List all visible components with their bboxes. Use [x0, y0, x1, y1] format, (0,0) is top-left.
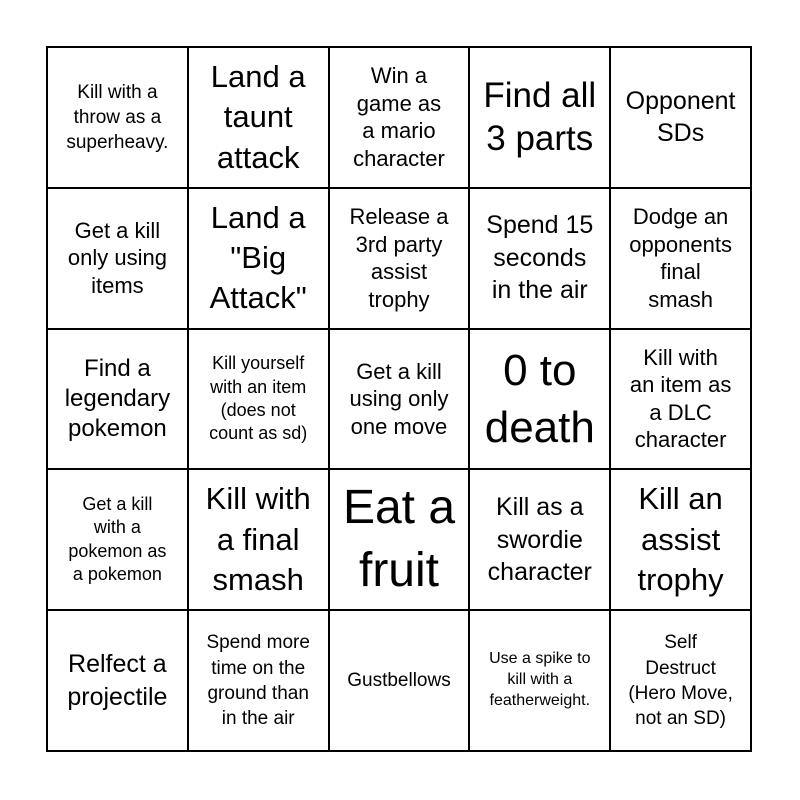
bingo-cell[interactable]: Opponent SDs [610, 47, 751, 188]
bingo-cell[interactable]: Kill yourself with an item (does not count as sd) [188, 329, 329, 470]
bingo-cell[interactable]: Kill with a throw as a superheavy. [47, 47, 188, 188]
bingo-cell[interactable]: Self Destruct (Hero Move, not an SD) [610, 610, 751, 751]
bingo-cell[interactable]: Kill with an item as a DLC character [610, 329, 751, 470]
bingo-cell[interactable]: Find a legendary pokemon [47, 329, 188, 470]
bingo-cell[interactable]: Land a "Big Attack" [188, 188, 329, 329]
bingo-cell[interactable]: Kill with a final smash [188, 469, 329, 610]
bingo-cell[interactable]: Spend more time on the ground than in the air [188, 610, 329, 751]
bingo-cell[interactable]: Win a game as a mario character [329, 47, 470, 188]
bingo-cell[interactable]: Kill as a swordie character [469, 469, 610, 610]
bingo-cell[interactable]: Get a kill only using items [47, 188, 188, 329]
bingo-cell[interactable]: Eat a fruit [329, 469, 470, 610]
bingo-cell[interactable]: Relfect a projectile [47, 610, 188, 751]
bingo-cell[interactable]: Spend 15 seconds in the air [469, 188, 610, 329]
bingo-cell[interactable]: 0 to death [469, 329, 610, 470]
bingo-cell[interactable]: Get a kill using only one move [329, 329, 470, 470]
bingo-cell[interactable]: Gustbellows [329, 610, 470, 751]
bingo-cell[interactable]: Find all 3 parts [469, 47, 610, 188]
bingo-cell[interactable]: Land a taunt attack [188, 47, 329, 188]
bingo-cell[interactable]: Dodge an opponents final smash [610, 188, 751, 329]
bingo-cell[interactable]: Release a 3rd party assist trophy [329, 188, 470, 329]
bingo-board [46, 46, 752, 752]
bingo-cell[interactable]: Use a spike to kill with a featherweight. [469, 610, 610, 751]
bingo-cell[interactable]: Get a kill with a pokemon as a pokemon [47, 469, 188, 610]
bingo-cell[interactable]: Kill an assist trophy [610, 469, 751, 610]
